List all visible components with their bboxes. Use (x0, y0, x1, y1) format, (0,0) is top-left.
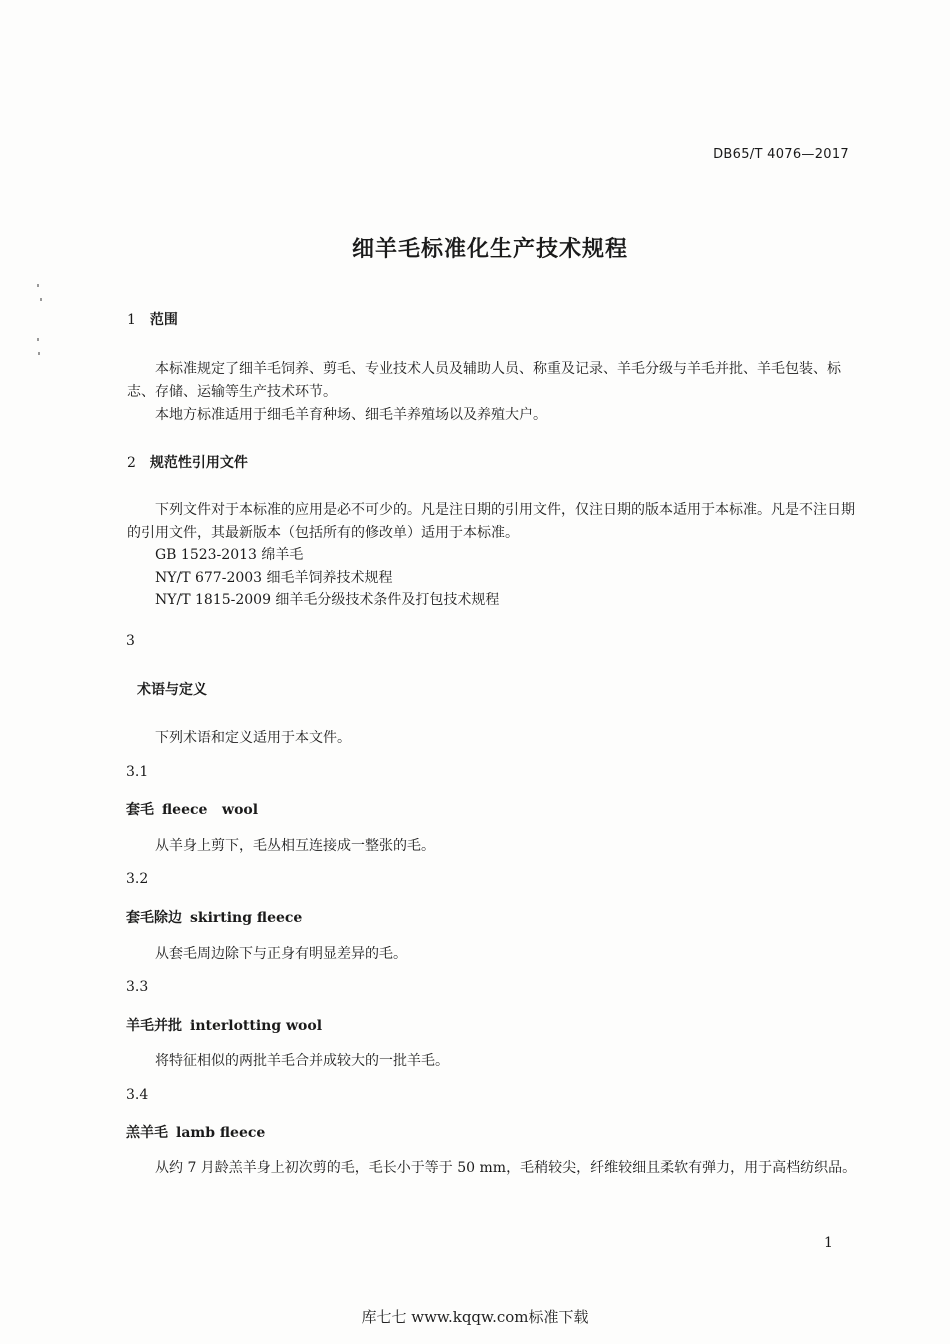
reference-item: GB 1523-2013 绵羊毛 (155, 547, 304, 563)
term-title (126, 1015, 322, 1035)
term-title (126, 799, 258, 819)
reference-item: NY/T 677-2003 细毛羊饲养技术规程 (155, 570, 393, 586)
reference-item: NY/T 1815-2009 细羊毛分级技术条件及打包技术规程 (155, 592, 500, 608)
paragraph: 本标准规定了细羊毛饲养、剪毛、专业技术人员及辅助人员、称重及记录、羊毛分级与羊毛并批、羊毛包装、标志、存储、运输等生产技术环节。 (127, 361, 841, 400)
section-number: 2 (127, 455, 136, 471)
term-en: fleece wool (162, 802, 259, 818)
section-number: 1 (127, 312, 136, 328)
term-en: interlotting wool (190, 1018, 323, 1034)
section-3-number: 3 (126, 633, 135, 649)
term-definition: 从套毛周边除下与正身有明显差异的毛。 (155, 946, 407, 962)
document-title: 细羊毛标准化生产技术规程 (351, 237, 628, 262)
section-title: 规范性引用文件 (149, 455, 248, 471)
term-zh: 套毛 (126, 802, 154, 818)
standard-code: DB65/T 4076—2017 (713, 147, 849, 162)
scan-speck (37, 284, 39, 287)
section-1-heading (127, 309, 178, 329)
term-zh: 羔羊毛 (126, 1125, 168, 1141)
term-number: 3.2 (126, 871, 149, 887)
term-en: lamb fleece (176, 1125, 266, 1141)
term-definition: 从约 7 月龄羔羊身上初次剪的毛，毛长小于等于 50 mm，毛稍较尖，纤维较细且柔软有弹力，用于高档纺织品。 (155, 1160, 857, 1176)
scan-speck (40, 298, 42, 301)
section-2-heading (127, 452, 248, 472)
term-definition: 从羊身上剪下，毛丛相互连接成一整张的毛。 (155, 838, 435, 854)
term-number: 3.4 (126, 1087, 149, 1103)
term-title (126, 1122, 265, 1142)
term-zh: 羊毛并批 (126, 1018, 182, 1034)
term-number: 3.3 (126, 979, 149, 995)
section-3-heading: 术语与定义 (137, 682, 207, 698)
page-number: 1 (824, 1235, 833, 1251)
footer-watermark: 库七七 www.kqqw.com标准下载 (361, 1308, 589, 1326)
term-title (126, 907, 302, 927)
scan-speck (37, 338, 39, 341)
term-zh: 套毛除边 (126, 910, 182, 926)
paragraph: 下列术语和定义适用于本文件。 (155, 730, 351, 746)
term-number: 3.1 (126, 764, 149, 780)
paragraph: 下列文件对于本标准的应用是必不可少的。凡是注日期的引用文件，仅注日期的版本适用于本标准。凡是不注日期的引用文件，其最新版本（包括所有的修改单）适用于本标准。 (127, 502, 855, 541)
term-definition: 将特征相似的两批羊毛合并成较大的一批羊毛。 (155, 1053, 449, 1069)
scan-speck (38, 352, 40, 355)
paragraph: 本地方标准适用于细毛羊育种场、细毛羊养殖场以及养殖大户。 (155, 407, 547, 423)
section-title: 范围 (149, 312, 178, 328)
term-en: skirting fleece (190, 910, 303, 926)
